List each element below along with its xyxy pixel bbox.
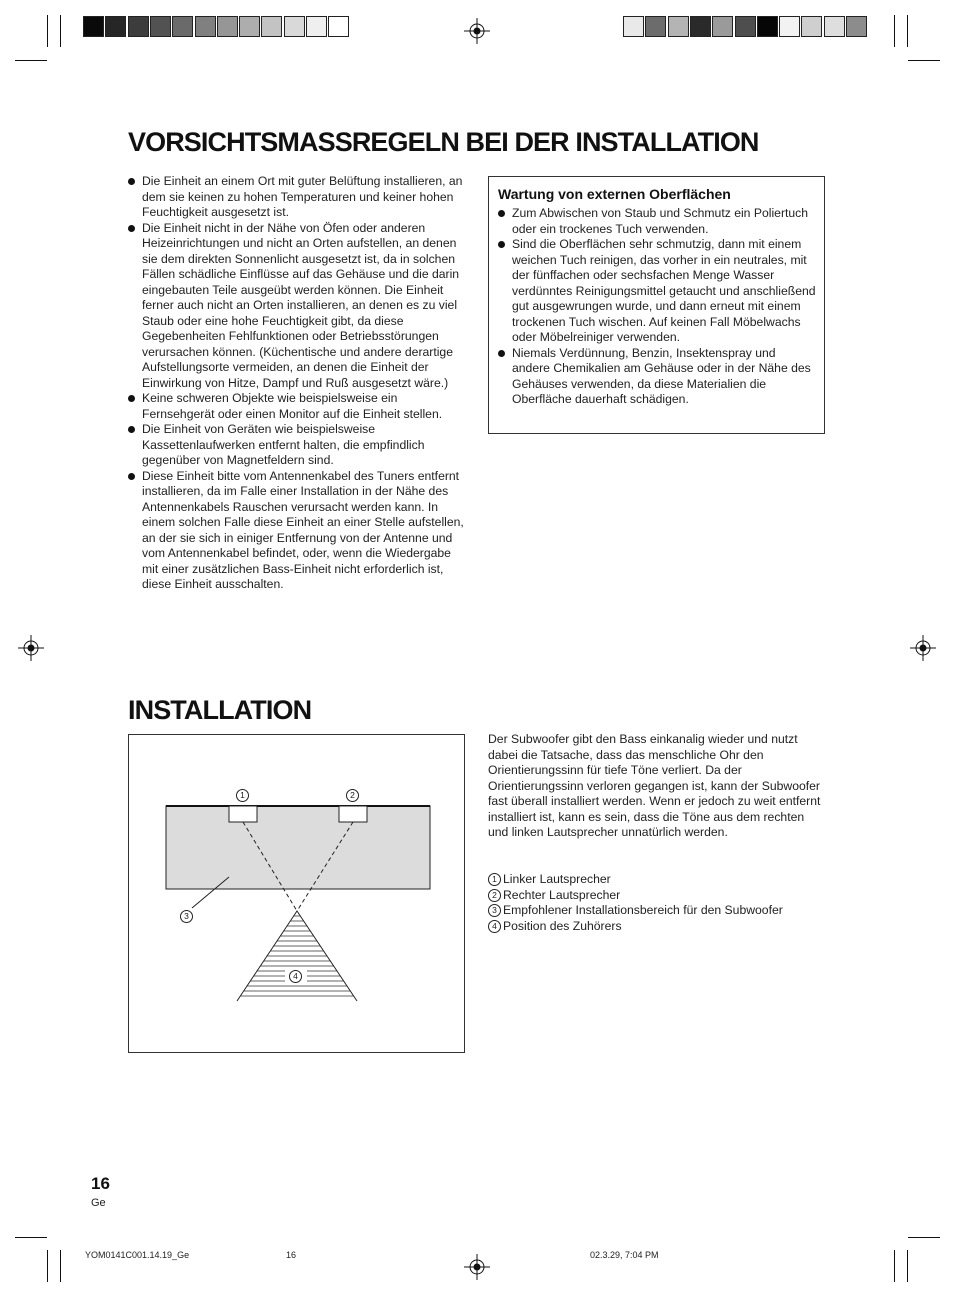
list-item: Diese Einheit bitte vom Antennenkabel des Tuners entfernt installieren, da im Falle einer Installation in der Nähe des Antennenkabels Rauschen verursacht werden kann. In einem solchen Falle diese Einheit an einer Stelle aufstellen, an der sie sich in einiger Entfernung von der Antenne und vom Antennenkabel befindet, oder, wenn die Wiedergabe mit einer zusätzlichen Bass-Einheit nicht erforderlich ist, diese Einheit ausschalten. (128, 469, 466, 593)
footer-filename: YOM0141C001.14.19_Ge (85, 1250, 190, 1260)
color-swatch (846, 16, 867, 37)
diagram-svg (129, 735, 464, 1052)
color-swatch (824, 16, 845, 37)
color-swatch (801, 16, 822, 37)
page-number: 16 (91, 1174, 110, 1193)
list-item: Zum Abwischen von Staub und Schmutz ein Poliertuch oder ein trockenes Tuch verwenden. (498, 206, 816, 237)
right-speaker (339, 806, 367, 822)
maintenance-list (498, 206, 816, 408)
color-swatch (690, 16, 711, 37)
color-swatch (306, 16, 327, 37)
footer-date: 02.3.29, 7:04 PM (590, 1250, 659, 1260)
legend-item: 3 Empfohlener Installationsbereich für den Subwoofer (488, 903, 828, 919)
legend-item: 1 Linker Lautsprecher (488, 872, 828, 888)
registration-mark-top (464, 18, 490, 44)
color-swatch (172, 16, 193, 37)
color-swatch (712, 16, 733, 37)
list-item: Keine schweren Objekte wie beispielsweise ein Fernsehgerät oder einen Monitor auf die Einheit stellen. (128, 391, 466, 422)
registration-mark-bottom (464, 1254, 490, 1280)
recommended-area (166, 806, 430, 889)
label-4-marker: 4 (289, 970, 302, 983)
color-swatch (284, 16, 305, 37)
registration-mark-right (910, 635, 936, 661)
bullet-icon (498, 241, 505, 248)
color-swatch (128, 16, 149, 37)
diagram-legend (488, 872, 828, 934)
bullet-icon (498, 210, 505, 217)
color-swatch (105, 16, 126, 37)
bullet-icon (128, 178, 135, 185)
legend-number: 2 (488, 889, 501, 902)
footer-page: 16 (286, 1250, 297, 1260)
color-swatch (195, 16, 216, 37)
section-title-installation: INSTALLATION (128, 695, 312, 725)
bullet-icon (128, 473, 135, 480)
list-item: Die Einheit nicht in der Nähe von Öfen oder anderen Heizeinrichtungen und nicht an Orten aufstellen, an denen sie dem direkten Sonnenlicht ausgesetzt ist, da in solchen Fällen schädliche Einflüsse auf das Gehäuse und die darin eingebauten Teile ausgeübt werden können. Die Einheit ferner auch nicht an Orten installieren, an denen es zu viel Staub oder eine hohe Feuchtigkeit gibt, da diese Gegebenheiten Fehlfunktionen oder Betriebsstörungen verursachen können. (Küchentische und andere derartige Aufstellungsorte vermeiden, an denen die Einheit der Einwirkung von Hitze, Dampf und Ruß ausgesetzt wäre.) (128, 221, 466, 392)
legend-number: 4 (488, 920, 501, 933)
color-swatch (645, 16, 666, 37)
color-swatch (261, 16, 282, 37)
bullet-icon (128, 395, 135, 402)
precautions-list (128, 174, 466, 593)
color-swatch (217, 16, 238, 37)
label-3-marker: 3 (180, 910, 193, 923)
bullet-icon (128, 426, 135, 433)
color-swatch (83, 16, 104, 37)
color-swatch (328, 16, 349, 37)
maintenance-title: Wartung von externen Oberflächen (498, 186, 731, 202)
label-2-marker: 2 (346, 789, 359, 802)
legend-item: 4 Position des Zuhörers (488, 919, 828, 935)
section-title-precautions: VORSICHTSMASSREGELN BEI DER INSTALLATION (128, 127, 759, 157)
list-item: Die Einheit von Geräten wie beispielsweise Kassettenlaufwerken entfernt halten, die empfindlich gegenüber von Magnetfeldern sind. (128, 422, 466, 469)
legend-number: 3 (488, 904, 501, 917)
color-swatch (735, 16, 756, 37)
bullet-icon (128, 225, 135, 232)
installation-diagram (128, 734, 465, 1053)
page-language: Ge (91, 1197, 106, 1209)
color-swatch (150, 16, 171, 37)
label-1-marker: 1 (236, 789, 249, 802)
list-item: Die Einheit an einem Ort mit guter Belüftung installieren, an dem sie keinen zu hohen Temperaturen und keiner hohen Feuchtigkeit ausgesetzt ist. (128, 174, 466, 221)
color-swatch (623, 16, 644, 37)
left-speaker (229, 806, 257, 822)
list-item: Niemals Verdünnung, Benzin, Insektenspray und andere Chemikalien am Gehäuse oder in der Nähe des Gehäuses verwenden, da diese Materialien die Oberfläche dauerhaft schädigen. (498, 346, 816, 408)
bullet-icon (498, 350, 505, 357)
installation-paragraph: Der Subwoofer gibt den Bass einkanalig wieder und nutzt dabei die Tatsache, dass das menschliche Ohr den Orientierungssinn für tiefe Töne verliert. Da der Orientierungssinn verloren gegangen ist, kann der Subwoofer fast überall installiert werden. Wenn er jedoch zu weit entfernt installiert ist, kann es sein, dass die Töne aus dem rechten und linken Lautsprecher unnatürlich werden. (488, 732, 821, 839)
color-swatch (239, 16, 260, 37)
legend-item: 2 Rechter Lautsprecher (488, 888, 828, 904)
registration-mark-left (18, 635, 44, 661)
maintenance-box (488, 176, 825, 434)
color-swatch (779, 16, 800, 37)
list-item: Sind die Oberflächen sehr schmutzig, dann mit einem weichen Tuch reinigen, das vorher in ein neutrales, mit der fünffachen oder sechsfachen Menge Wasser verdünntes Reinigungsmittel getaucht und anschließend gut ausgewrungen wurde, und dann erneut mit einem trockenen Tuch wischen. Auf keinen Fall Möbelwachs oder Möbelreiniger verwenden. (498, 237, 816, 346)
color-swatch (668, 16, 689, 37)
legend-number: 1 (488, 873, 501, 886)
color-swatch (757, 16, 778, 37)
